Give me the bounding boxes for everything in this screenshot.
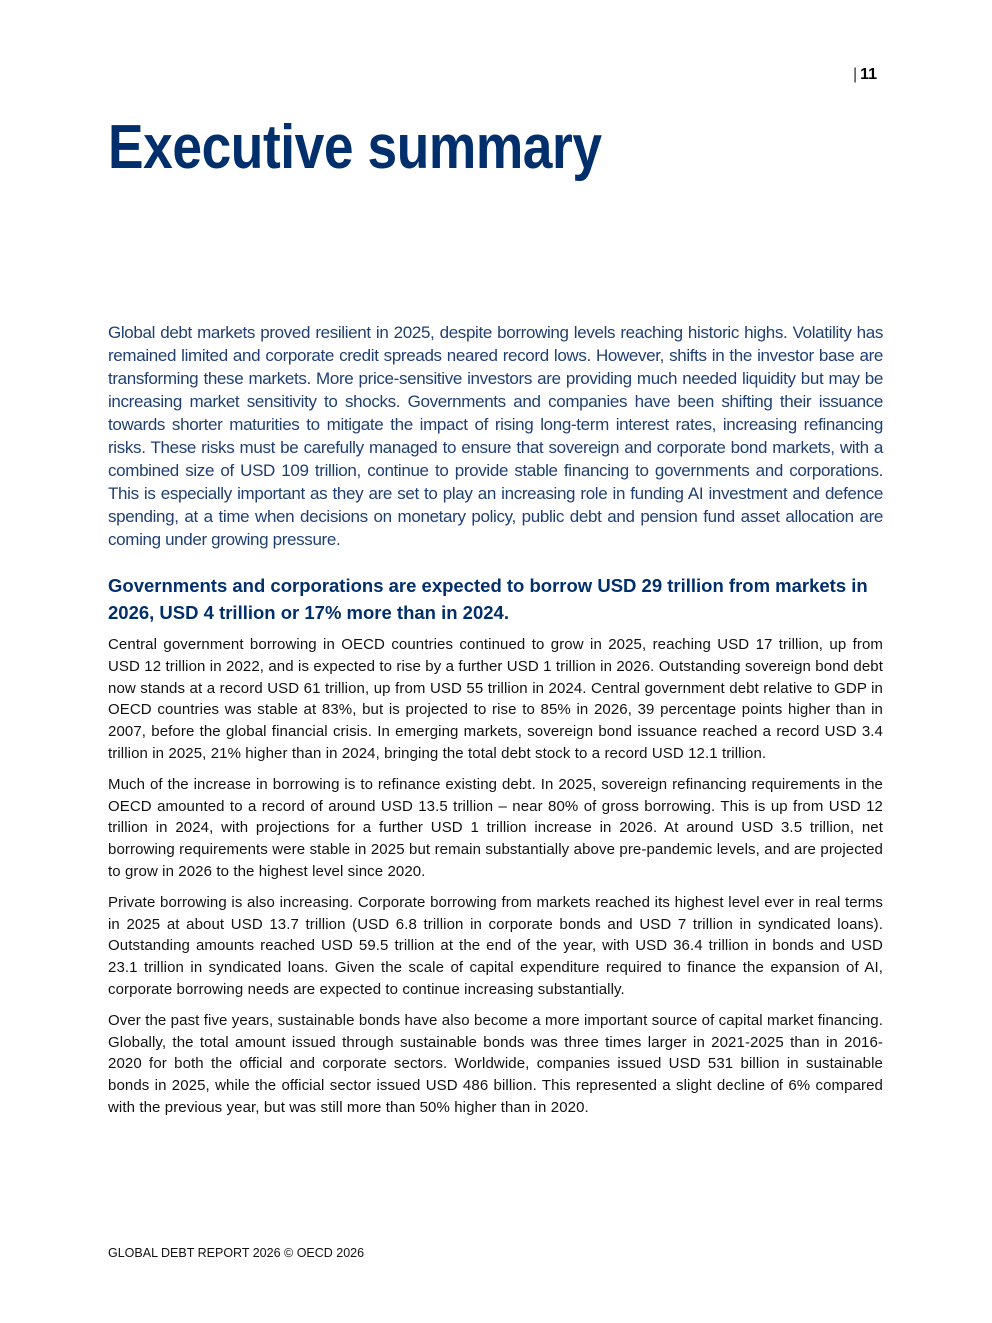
paragraph: Central government borrowing in OECD countries continued to grow in 2025, reaching USD 17 trillion, up from USD 12 trillion in 2022, and is expected to rise by a further USD 1 trillion in 2026. Outstanding sovereign bond debt now stands at a record USD 61 trillion, up from USD 55 trillion in 2024. Central government debt relative to GDP in OECD countries was stable at 83%, but is projected to rise to 85% in 2026, 39 percentage points higher than in 2007, before the global financial crisis. In emerging markets, sovereign bond issuance reached a record USD 3.4 trillion in 2025, 21% higher than in 2024, bringing the total debt stock to a record USD 12.1 trillion. (108, 636, 883, 762)
page-footer: GLOBAL DEBT REPORT 2026 © OECD 2026 (108, 1246, 365, 1260)
intro-paragraph: Global debt markets proved resilient in 2025, despite borrowing levels reaching historic highs. Volatility has remained limited and corporate credit spreads neared record lows. However, shifts in the investor base are transforming these markets. More price-sensitive investors are providing much needed liquidity but may be increasing market sensitivity to shocks. Governments and companies have been shifting their issuance towards shorter maturities to mitigate the impact of rising long-term interest rates, increasing refinancing risks. These risks must be carefully managed to ensure that sovereign and corporate bond markets, with a combined size of USD 109 trillion, continue to provide stable financing to governments and corporations. This is especially important as they are set to play an increasing role in funding AI investment and defence spending, at a time when decisions on monetary policy, public debt and pension fund asset allocation are coming under growing pressure. (108, 323, 883, 549)
paragraph: Over the past five years, sustainable bonds have also become a more important source of capital market financing. Globally, the total amount issued through sustainable bonds was three times larger in 2021-2025 than in 2016-2020 for both the official and corporate sectors. Worldwide, companies issued USD 531 billion in sustainable bonds in 2025, while the official sector issued USD 486 billion. This represented a slight decline of 6% compared with the previous year, but was still more than 50% higher than in 2020. (108, 1011, 883, 1116)
separator: | (853, 66, 858, 83)
paragraph: Private borrowing is also increasing. Corporate borrowing from markets reached its highest level ever in real terms in 2025 at about USD 13.7 trillion (USD 6.8 trillion in corporate bonds and USD 7 trillion in syndicated loans). Outstanding amounts reached USD 59.5 trillion at the end of the year, with USD 36.4 trillion in bonds and USD 23.1 trillion in syndicated loans. Given the scale of capital expenditure required to finance the expansion of AI, corporate borrowing needs are expected to continue increasing substantially. (108, 893, 883, 998)
page-title: Executive summary (108, 113, 602, 182)
paragraph: Much of the increase in borrowing is to refinance existing debt. In 2025, sovereign refinancing requirements in the OECD amounted to a record of around USD 13.5 trillion – near 80% of gross borrowing. This is up from USD 12 trillion in 2024, with projections for a further USD 1 trillion increase in 2026. At around USD 3.5 trillion, net borrowing requirements were stable in 2025 but remain substantially above pre-pandemic levels, and are projected to grow in 2026 to the highest level since 2020. (108, 775, 883, 880)
page-number (853, 66, 877, 84)
page-number-value: 11 (860, 66, 878, 83)
section-heading: Governments and corporations are expected to borrow USD 29 trillion from markets in 2026, USD 4 trillion or 17% more than in 2024. (108, 575, 868, 623)
body-text (108, 634, 883, 1128)
